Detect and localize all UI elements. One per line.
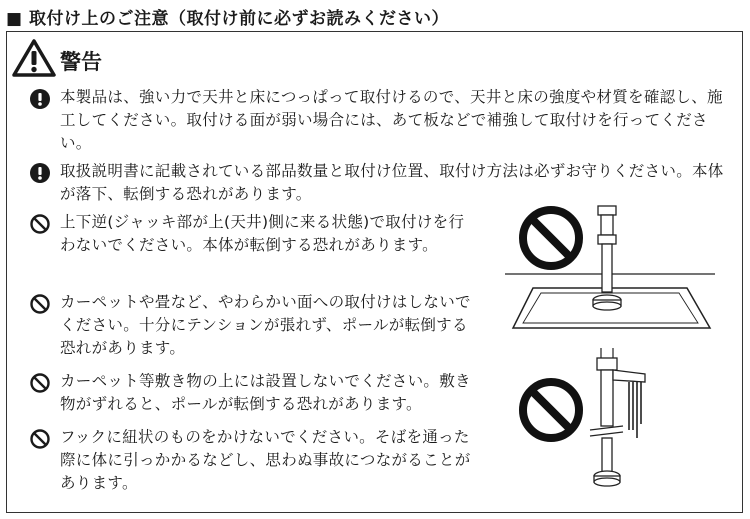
item-text: 上下逆(ジャッキ部が上(天井)側に来る状態)で取付けを行わないでください。本体が転倒する恐れがあります。 <box>60 213 465 254</box>
section-title: ■ 取付け上のご注意（取付け前に必ずお読みください） <box>6 9 449 29</box>
warning-header <box>12 38 102 78</box>
prohibition-icon <box>30 214 50 234</box>
warning-item-5 <box>60 370 475 416</box>
warning-label: 警告 <box>60 50 102 74</box>
warning-item-4 <box>60 291 475 360</box>
prohibition-icon <box>30 373 50 393</box>
item-text: フックに紐状のものをかけないでください。そばを通った際に体に引っかかるなどし、思わぬ事故につながることがあります。 <box>60 428 471 492</box>
item-text: カーペットや畳など、やわらかい面への取付けはしないでください。十分にテンションが張れず、ポールが転倒する恐れがあります。 <box>60 293 471 357</box>
prohibition-icon <box>523 210 579 266</box>
item-text: 取扱説明書に記載されている部品数量と取付け位置、取付け方法は必ずお守りください。本体が落下、転倒する恐れがあります。 <box>60 162 724 203</box>
prohibition-icon <box>523 382 579 438</box>
item-text: カーペット等敷き物の上には設置しないでください。敷き物がずれると、ポールが転倒する恐れがあります。 <box>60 372 471 413</box>
item-text: 本製品は、強い力で天井と床につっぱって取付けるので、天井と床の強度や材質を確認し、施工してください。取付ける面が弱い場合には、あて板などで補強して取付けを行ってください。 <box>60 88 723 152</box>
warning-item-3 <box>60 211 475 257</box>
prohibition-icon <box>30 294 50 314</box>
warning-item-6 <box>60 426 475 495</box>
warning-triangle-icon <box>12 38 56 78</box>
mandatory-action-icon <box>30 163 50 183</box>
mandatory-action-icon <box>30 89 50 109</box>
prohibition-icon <box>30 429 50 449</box>
pole-with-hook-illustration <box>505 348 715 498</box>
pole-on-carpet-illustration <box>505 200 715 335</box>
warning-item-1 <box>60 86 732 155</box>
